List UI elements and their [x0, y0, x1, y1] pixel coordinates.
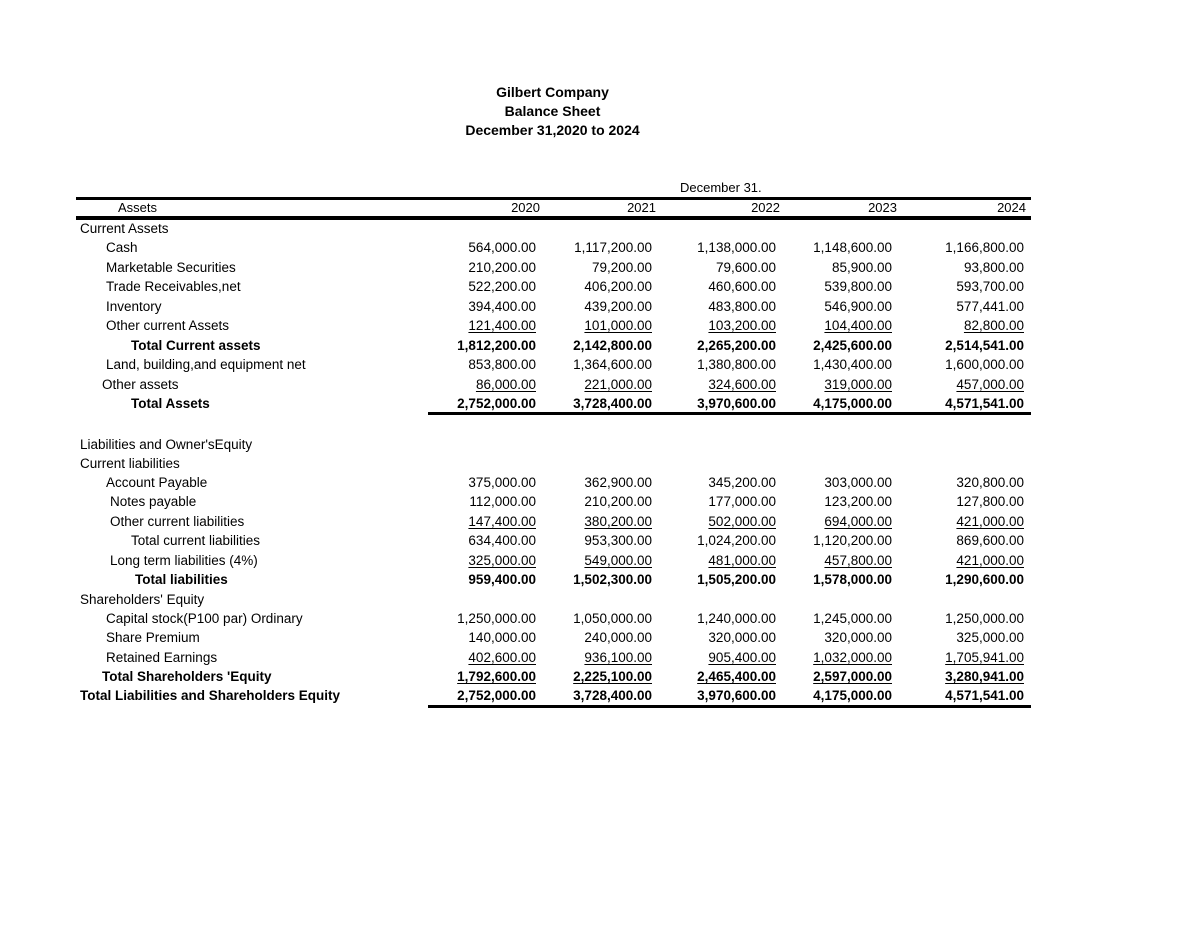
value-2024: 3,280,941.00: [945, 669, 1024, 684]
value-2023: 320,000.00: [824, 630, 892, 645]
value-2020: 2,752,000.00: [457, 396, 536, 411]
value-2022: 905,400.00: [708, 650, 776, 665]
value-2021: 3,728,400.00: [573, 396, 652, 411]
row-land-building-equipment: [0, 357, 1200, 376]
value-2024: 421,000.00: [956, 514, 1024, 529]
value-2020: 1,250,000.00: [457, 611, 536, 626]
value-2020: 959,400.00: [468, 572, 536, 587]
value-2020: 1,792,600.00: [457, 669, 536, 684]
value-2021: 79,200.00: [591, 260, 652, 275]
value-2020: 86,000.00: [475, 377, 536, 392]
row-label: Total Liabilities and Shareholders Equity: [80, 688, 341, 703]
value-2024: 869,600.00: [956, 533, 1024, 548]
value-2023: 539,800.00: [824, 279, 892, 294]
row-label: Capital stock(P100 par) Ordinary: [106, 611, 303, 626]
value-2021: 439,200.00: [584, 299, 652, 314]
value-2021: 101,000.00: [584, 318, 652, 333]
row-retained-earnings: [0, 650, 1200, 669]
value-2020: 522,200.00: [468, 279, 536, 294]
row-total-current-liabilities: [0, 533, 1200, 552]
row-shareholders-equity-heading: [0, 592, 1200, 611]
value-2022: 79,600.00: [715, 260, 776, 275]
value-2021: 936,100.00: [584, 650, 652, 665]
value-2023: 4,175,000.00: [813, 688, 892, 703]
value-2020: 121,400.00: [468, 318, 536, 333]
value-2024: 421,000.00: [956, 553, 1024, 568]
row-label: Total Assets: [131, 396, 210, 411]
total-assets-double-rule: [428, 412, 1031, 415]
value-2024: 4,571,541.00: [945, 396, 1024, 411]
value-2023: 104,400.00: [824, 318, 892, 333]
value-2022: 177,000.00: [708, 494, 776, 509]
statement-title: Balance Sheet: [504, 103, 601, 119]
value-2021: 362,900.00: [584, 475, 652, 490]
row-label: Trade Receivables,net: [106, 279, 241, 294]
assets-column-header: Assets: [118, 200, 158, 215]
section-label: Shareholders' Equity: [80, 592, 205, 607]
value-2023: 1,120,200.00: [813, 533, 892, 548]
value-2023: 546,900.00: [824, 299, 892, 314]
value-2020: 375,000.00: [468, 475, 536, 490]
statement-period: December 31,2020 to 2024: [465, 122, 640, 138]
value-2023: 1,430,400.00: [813, 357, 892, 372]
row-label: Account Payable: [106, 475, 208, 490]
value-2023: 1,032,000.00: [813, 650, 892, 665]
value-2024: 325,000.00: [956, 630, 1024, 645]
value-2021: 953,300.00: [584, 533, 652, 548]
row-label: Long term liabilities (4%): [110, 553, 258, 568]
value-2020: 853,800.00: [468, 357, 536, 372]
value-2024: 320,800.00: [956, 475, 1024, 490]
value-2022: 103,200.00: [708, 318, 776, 333]
row-notes-payable: [0, 494, 1200, 513]
value-2023: 694,000.00: [824, 514, 892, 529]
value-2020: 325,000.00: [468, 553, 536, 568]
column-group-label: December 31.: [680, 180, 762, 195]
value-2024: 593,700.00: [956, 279, 1024, 294]
row-inventory: [0, 299, 1200, 318]
value-2024: 1,600,000.00: [945, 357, 1024, 372]
value-2020: 402,600.00: [468, 650, 536, 665]
value-2021: 1,502,300.00: [573, 572, 652, 587]
value-2022: 324,600.00: [708, 377, 776, 392]
value-2023: 1,245,000.00: [813, 611, 892, 626]
value-2024: 93,800.00: [963, 260, 1024, 275]
row-trade-receivables: [0, 279, 1200, 298]
row-marketable-securities: [0, 260, 1200, 279]
year-header-2020: 2020: [511, 200, 540, 215]
row-label: Marketable Securities: [106, 260, 236, 275]
row-label: Other current liabilities: [110, 514, 245, 529]
row-current-assets: [0, 221, 1200, 240]
value-2024: 2,514,541.00: [945, 338, 1024, 353]
row-other-current-assets: [0, 318, 1200, 337]
value-2022: 502,000.00: [708, 514, 776, 529]
value-2020: 564,000.00: [468, 240, 536, 255]
value-2021: 240,000.00: [584, 630, 652, 645]
year-header-2024: 2024: [997, 200, 1026, 215]
row-label: Land, building,and equipment net: [106, 357, 306, 372]
value-2021: 1,117,200.00: [574, 240, 652, 255]
row-label: Total Shareholders 'Equity: [102, 669, 272, 684]
value-2023: 303,000.00: [824, 475, 892, 490]
value-2020: 634,400.00: [468, 533, 536, 548]
value-2022: 1,138,000.00: [697, 240, 776, 255]
value-2021: 2,225,100.00: [573, 669, 652, 684]
value-2022: 1,380,800.00: [697, 357, 776, 372]
company-name: Gilbert Company: [496, 84, 609, 100]
row-long-term-liabilities: [0, 553, 1200, 572]
value-2023: 123,200.00: [824, 494, 892, 509]
row-other-assets: [0, 377, 1200, 396]
row-other-current-liabilities: [0, 514, 1200, 533]
row-total-liabilities: [0, 572, 1200, 591]
value-2022: 345,200.00: [708, 475, 776, 490]
value-2023: 319,000.00: [824, 377, 892, 392]
value-2023: 4,175,000.00: [813, 396, 892, 411]
value-2022: 1,505,200.00: [697, 572, 776, 587]
value-2024: 1,290,600.00: [945, 572, 1024, 587]
value-2022: 3,970,600.00: [697, 688, 776, 703]
value-2021: 2,142,800.00: [573, 338, 652, 353]
year-header-2023: 2023: [868, 200, 897, 215]
row-account-payable: [0, 475, 1200, 494]
year-header-2021: 2021: [627, 200, 656, 215]
value-2022: 1,240,000.00: [697, 611, 776, 626]
value-2024: 457,000.00: [956, 377, 1024, 392]
section-label: Current Assets: [80, 221, 169, 236]
value-2022: 483,800.00: [708, 299, 776, 314]
row-capital-stock: [0, 611, 1200, 630]
value-2020: 147,400.00: [468, 514, 536, 529]
header-bottom-rule: [76, 216, 1031, 220]
value-2023: 2,425,600.00: [813, 338, 892, 353]
value-2020: 1,812,200.00: [457, 338, 536, 353]
value-2021: 1,364,600.00: [573, 357, 652, 372]
section-label: Liabilities and Owner'sEquity: [80, 437, 253, 452]
value-2021: 3,728,400.00: [573, 688, 652, 703]
value-2023: 85,900.00: [831, 260, 892, 275]
value-2022: 2,465,400.00: [697, 669, 776, 684]
report-heading: [0, 83, 1105, 140]
value-2023: 457,800.00: [824, 553, 892, 568]
row-label: Share Premium: [106, 630, 200, 645]
value-2020: 140,000.00: [468, 630, 536, 645]
row-liabilities-heading: [0, 437, 1200, 456]
row-cash: [0, 240, 1200, 259]
value-2024: 1,250,000.00: [945, 611, 1024, 626]
row-label: Retained Earnings: [106, 650, 218, 665]
value-2024: 127,800.00: [956, 494, 1024, 509]
value-2022: 2,265,200.00: [697, 338, 776, 353]
grand-total-double-rule: [428, 705, 1031, 708]
value-2020: 210,200.00: [468, 260, 536, 275]
row-current-liabilities-heading: [0, 456, 1200, 475]
row-label: Total liabilities: [135, 572, 228, 587]
value-2022: 1,024,200.00: [697, 533, 776, 548]
row-share-premium: [0, 630, 1200, 649]
row-label: Cash: [106, 240, 138, 255]
value-2022: 320,000.00: [708, 630, 776, 645]
value-2021: 549,000.00: [584, 553, 652, 568]
value-2024: 82,800.00: [963, 318, 1024, 333]
value-2024: 4,571,541.00: [945, 688, 1024, 703]
row-label: Total current liabilities: [131, 533, 261, 548]
value-2024: 577,441.00: [956, 299, 1024, 314]
value-2023: 2,597,000.00: [813, 669, 892, 684]
row-total-current-assets: [0, 338, 1200, 357]
value-2023: 1,148,600.00: [813, 240, 892, 255]
value-2024: 1,705,941.00: [945, 650, 1024, 665]
row-label: Notes payable: [110, 494, 197, 509]
value-2022: 3,970,600.00: [697, 396, 776, 411]
row-label: Inventory: [106, 299, 162, 314]
value-2021: 380,200.00: [584, 514, 652, 529]
value-2021: 406,200.00: [584, 279, 652, 294]
year-header-2022: 2022: [751, 200, 780, 215]
row-total-shareholders-equity: [0, 669, 1200, 688]
value-2020: 112,000.00: [469, 494, 536, 509]
value-2023: 1,578,000.00: [813, 572, 892, 587]
value-2021: 221,000.00: [584, 377, 652, 392]
value-2024: 1,166,800.00: [945, 240, 1024, 255]
row-label: Other assets: [102, 377, 179, 392]
row-label: Other current Assets: [106, 318, 230, 333]
value-2020: 394,400.00: [468, 299, 536, 314]
value-2022: 481,000.00: [708, 553, 776, 568]
value-2022: 460,600.00: [708, 279, 776, 294]
value-2020: 2,752,000.00: [457, 688, 536, 703]
section-label: Current liabilities: [80, 456, 180, 471]
row-label: Total Current assets: [131, 338, 261, 353]
value-2021: 1,050,000.00: [573, 611, 652, 626]
value-2021: 210,200.00: [584, 494, 652, 509]
